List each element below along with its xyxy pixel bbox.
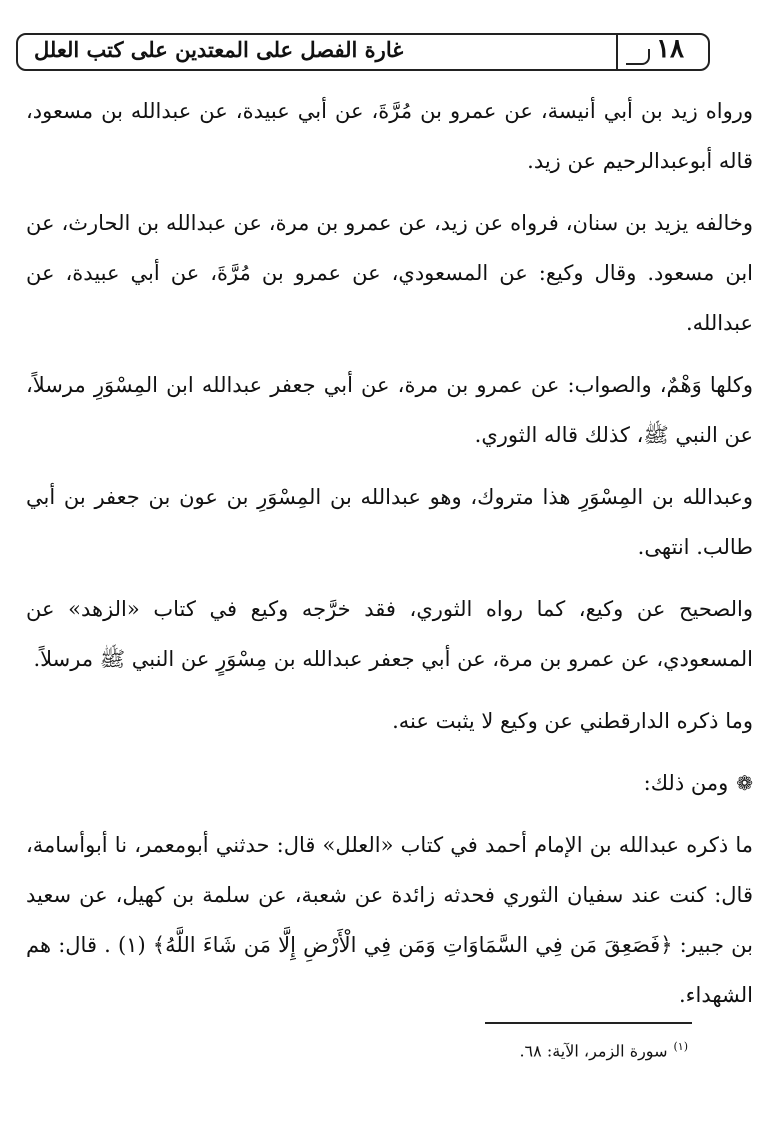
footnote-text: سورة الزمر، الآية: ٦٨. (519, 1041, 668, 1061)
page-number-ornament (626, 49, 650, 65)
paragraph: ما ذكره عبدالله بن الإمام أحمد في كتاب «العلل» قال: حدثني أبومعمر، نا أبوأسامة، قال: كنت عند سفيان الثوري فحدثه زائدة عن شعبة، عن سلمة بن كهيل، عن سعيد بن جبير: ﴿فَصَعِقَ مَن فِي السَّمَاوَاتِ وَمَن فِي الْأَرْضِ إِلَّا مَن شَاءَ اللَّهُ﴾ (١) . قال: هم الشهداء. (26, 833, 753, 1007)
book-title: غارة الفصل على المعتدين على كتب العلل (34, 37, 404, 62)
page-number-box (616, 33, 708, 71)
page-number: ١٨ (656, 34, 684, 64)
footnote-number: (١) (673, 1040, 688, 1053)
running-header (16, 33, 710, 71)
paragraph: وخالفه يزيد بن سنان، فرواه عن زيد، عن عمرو بن مرة، عن عبدالله بن الحارث، عن ابن مسعود. وقال وكيع: عن المسعودي، عن عمرو بن مُرَّةَ، عن أبي عبيدة، عن عبدالله. (26, 211, 753, 335)
paragraph: وكلها وَهْمٌ، والصواب: عن عمرو بن مرة، عن أبي جعفر عبدالله ابن المِسْوَرِ مرسلاً، عن النبي ﷺ، كذلك قاله الثوري. (26, 373, 753, 447)
section-heading-text: ومن ذلك: (643, 771, 729, 795)
flower-ornament-icon: ❁ (736, 771, 753, 795)
paragraph: ورواه زيد بن أبي أنيسة، عن عمرو بن مُرَّةَ، عن أبي عبيدة، عن عبدالله بن مسعود، قاله أبوعبدالرحيم عن زيد. (26, 99, 753, 173)
footnote (300, 1040, 688, 1060)
main-text (26, 86, 753, 1032)
paragraph: والصحيح عن وكيع، كما رواه الثوري، فقد خرَّجه وكيع في كتاب «الزهد» عن المسعودي، عن عمرو بن مرة، عن أبي جعفر عبدالله بن مِسْوَرٍ عن النبي ﷺ مرسلاً. (26, 597, 753, 671)
paragraph: وما ذكره الدارقطني عن وكيع لا يثبت عنه. (392, 709, 753, 733)
footnote-separator (485, 1022, 692, 1024)
paragraph: وعبدالله بن المِسْوَرِ هذا متروك، وهو عبدالله بن المِسْوَرِ بن عون بن جعفر بن أبي طالب. انتهى. (26, 485, 753, 559)
section-heading (26, 758, 753, 808)
